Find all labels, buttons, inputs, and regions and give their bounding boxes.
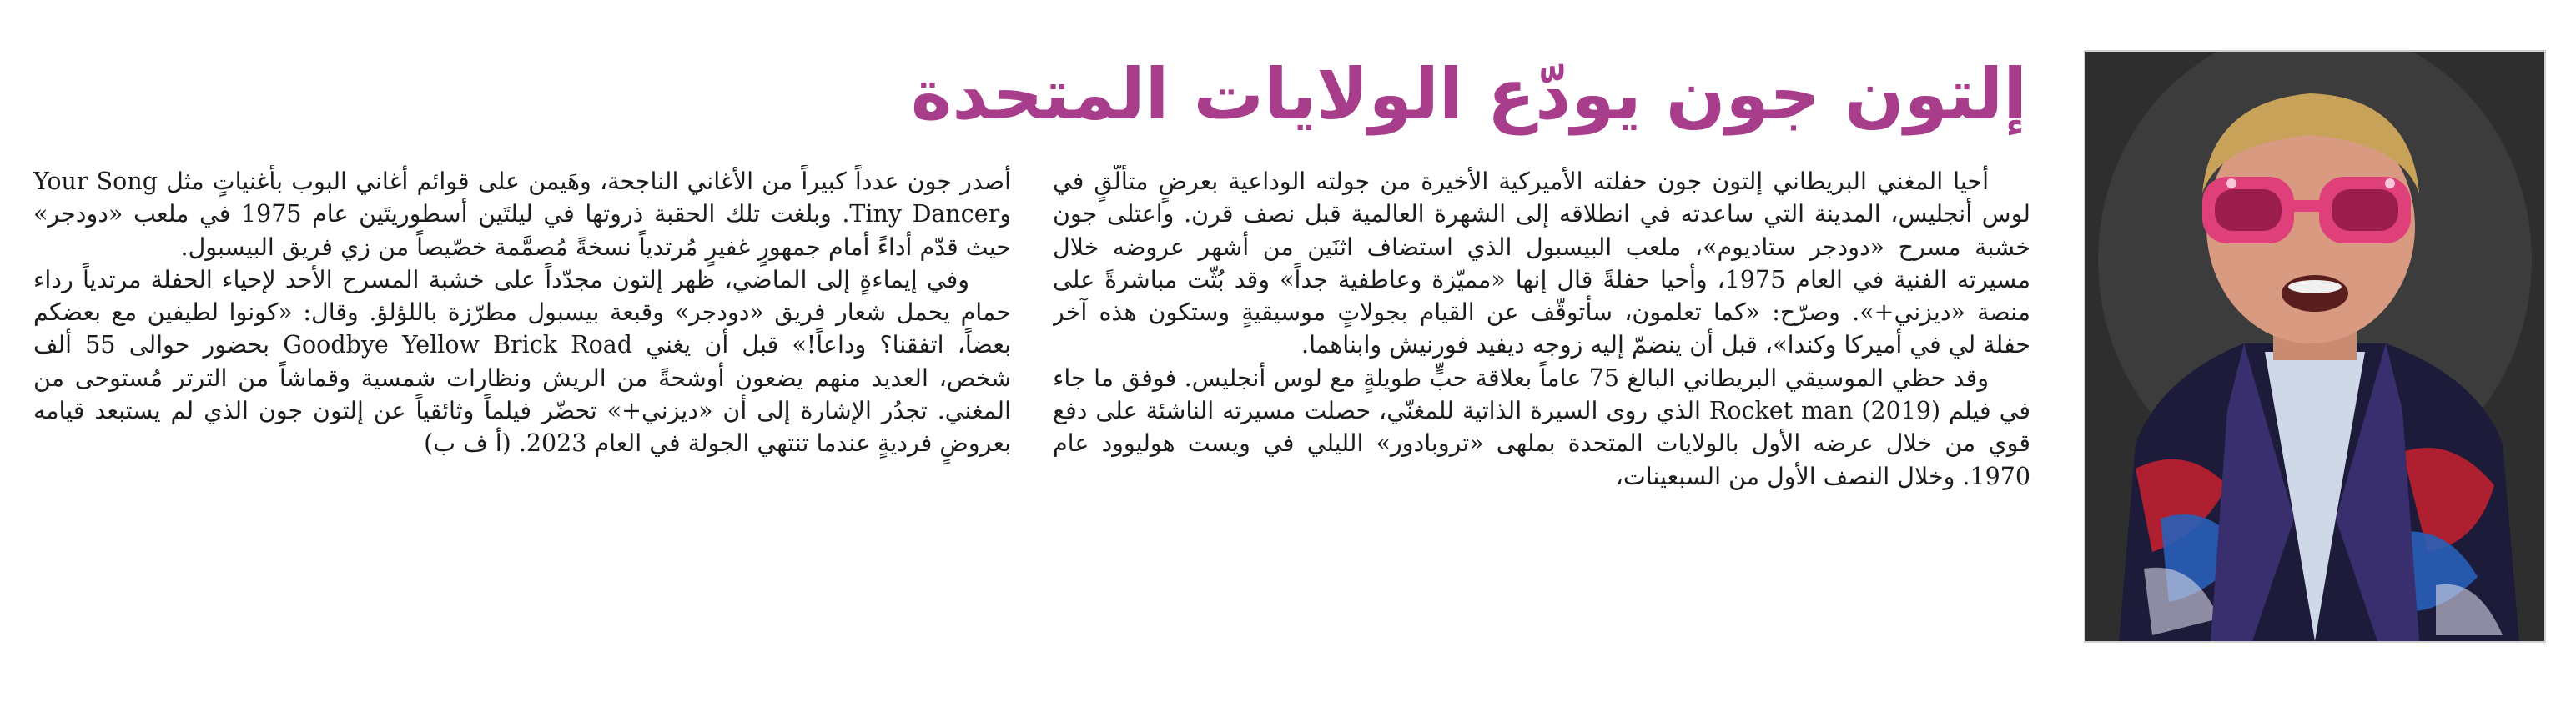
paragraph: وفي إيماءةٍ إلى الماضي، ظهر إلتون مجدّداً على خشبة المسرح الأحد لإحياء الحفلة مرتدياً رداء حمام يحمل شعار فريق «دودجر» وقبعة بيسبول مطرّزة باللؤلؤ. وقال: «كونوا لطيفين مع بعضكم بعضاً، اتفقنا؟ وداعاً!» قبل أن يغني Goodbye Yellow Brick Road بحضور حوالى 55 ألف شخص، العديد منهم يضعون أوشحةً من الريش ونظارات شمسية وقماشاً من الترتر مُستوحى من المغني. تجدُر الإشارة إلى أن «ديزني+» تحضّر فيلماً وثائقياً عن إلتون جون الذي لم يستبعد قيامه بعروضٍ فرديةٍ عندما تنتهي الجولة في العام 2023. (أ ف ب) [33,265,1011,458]
elton-john-photo [2084,50,2546,643]
paragraph: أصدر جون عدداً كبيراً من الأغاني الناجحة، وهَيمن على قوائم أغاني البوب بأغنياتٍ مثل Your Song وTiny Dancer. وبلغت تلك الحقبة ذروتها في ليلتَين أسطوريتَين عام 1975 في ملعب «دودجر» حيث قدّم أداءً أمام جمهورٍ غفيرٍ مُرتدياً نسخةً مُصمَّمة خصّيصاً من زي فريق البيسبول. [33,168,1011,261]
performer-illustration [2085,52,2544,641]
paragraph: وقد حظي الموسيقي البريطاني البالغ 75 عاماً بعلاقة حبٍّ طويلةٍ مع لوس أنجليس. فوفق ما جاء في فيلم Rocket man (2019) الذي روى السيرة الذاتية للمغنّي، حصلت مسيرته الناشئة على دفع قوي من خلال عرضه الأول بالولايات المتحدة بملهى «تروبادور» الليلي في ويست هوليوود عام 1970. وخلال النصف الأول من السبعينات، [1053,364,2030,490]
article-column-left [33,165,1011,649]
headline: إلتون جون يودّع الولايات المتحدة [910,53,2027,135]
article-column-right [1053,165,2030,649]
paragraph: أحيا المغني البريطاني إلتون جون حفلته الأميركية الأخيرة من جولته الوداعية بعرضٍ متألّقٍ في لوس أنجليس، المدينة التي ساعدته في انطلاقه إلى الشهرة العالمية قبل نصف قرن. واعتلى جون خشبة مسرح «دودجر ستاديوم»، ملعب البيسبول الذي استضاف اثنَين من أشهر عروضه خلال مسيرته الفنية في العام 1975، وأحيا حفلةً قال إنها «مميّزة وعاطفية جداً» وقد بُثّت مباشرةً على منصة «ديزني+». وصرّح: «كما تعلمون، سأتوقّف عن القيام بجولاتٍ موسيقيةٍ وستكون هذه آخر حفلة لي في أميركا وكندا»، قبل أن ينضمّ إليه زوجه ديفيد فورنيش وابناهما. [1053,168,2030,359]
